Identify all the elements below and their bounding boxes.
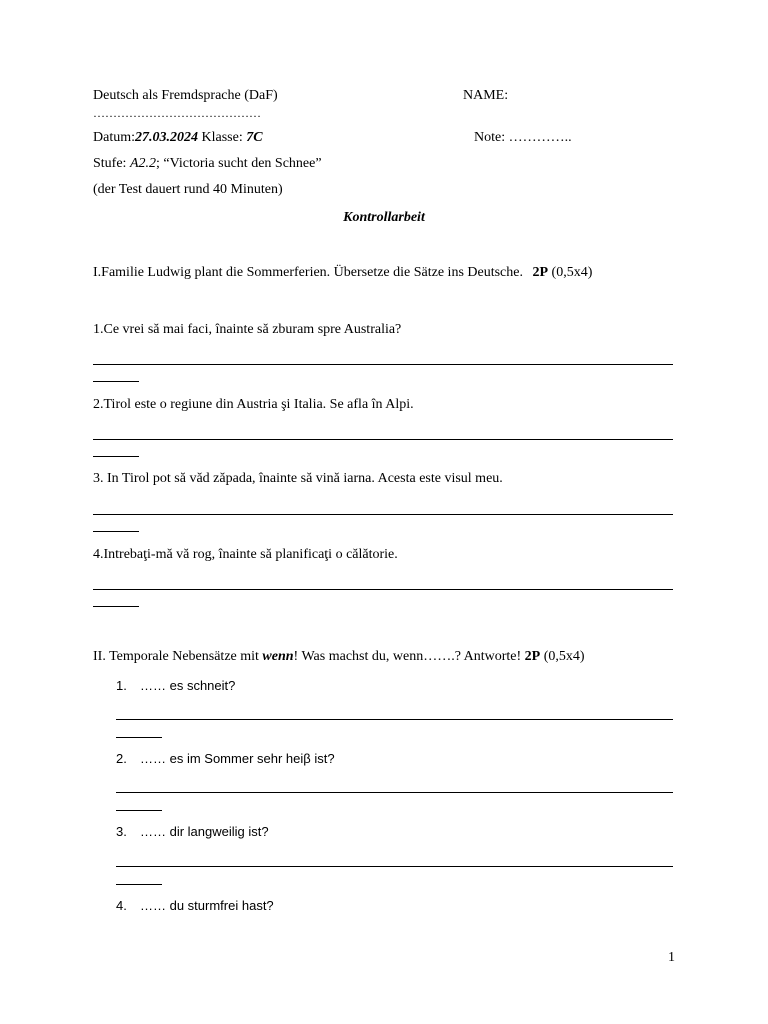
section2-points-detail: (0,5x4) <box>540 649 585 664</box>
stufe-title: ; “Victoria sucht den Schnee” <box>156 156 322 171</box>
page-title: Kontrollarbeit <box>343 210 425 225</box>
answer-line-end[interactable] <box>116 810 162 811</box>
name-dots: …………………………………… <box>93 106 261 120</box>
stufe-line <box>93 157 322 171</box>
course-title: Deutsch als Fremdsprache (DaF) <box>93 88 278 103</box>
stufe-label: Stufe: <box>93 156 130 171</box>
answer-line-end[interactable] <box>93 606 139 607</box>
section2-item-1 <box>116 679 235 692</box>
answer-line-end[interactable] <box>116 737 162 738</box>
section2-intro <box>93 650 585 664</box>
section1-intro <box>93 266 592 280</box>
answer-line-end[interactable] <box>93 531 139 532</box>
stufe-value: A2.2 <box>129 156 157 171</box>
item-text: …… du sturmfrei hast? <box>140 898 274 913</box>
item-text: …… es schneit? <box>140 678 236 693</box>
datum-line <box>93 131 263 145</box>
section2-item-3 <box>116 825 269 838</box>
section1-item-1: 1.Ce vrei să mai faci, înainte să zburam spre Australia? <box>93 322 402 337</box>
section1-points-detail: (0,5x4) <box>548 265 593 280</box>
section2-intro-b: ! Was machst du, wenn…….? Antworte! <box>293 649 525 664</box>
section1-item-3: 3. In Tirol pot să văd zăpada, înainte să vină iarna. Acesta este visul meu. <box>93 471 503 486</box>
section2-intro-a: II. Temporale Nebensätze mit <box>93 649 263 664</box>
answer-line[interactable] <box>116 792 673 793</box>
answer-line[interactable] <box>93 589 673 590</box>
section2-points: 2P <box>524 649 541 664</box>
answer-line[interactable] <box>116 866 673 867</box>
duration-note: (der Test dauert rund 40 Minuten) <box>93 182 283 197</box>
answer-line-end[interactable] <box>93 381 139 382</box>
section2-wenn: wenn <box>262 649 294 664</box>
item-number: 3. <box>116 824 127 839</box>
item-number: 2. <box>116 751 127 766</box>
answer-line-end[interactable] <box>93 456 139 457</box>
klasse-value: 7C <box>246 130 263 145</box>
page-number: 1 <box>668 950 675 965</box>
section1-item-2: 2.Tirol este o regiune din Austria şi Italia. Se afla în Alpi. <box>93 397 414 412</box>
answer-line-end[interactable] <box>116 884 162 885</box>
section1-item-4: 4.Intrebaţi-mă vă rog, înainte să planificaţi o călătorie. <box>93 547 398 562</box>
section2-item-4 <box>116 899 274 912</box>
note-label: Note: ………….. <box>474 130 572 145</box>
name-label: NAME: <box>463 88 509 103</box>
item-text: …… dir langweilig ist? <box>140 824 269 839</box>
answer-line[interactable] <box>93 514 673 515</box>
answer-line[interactable] <box>93 439 673 440</box>
datum-value: 27.03.2024 <box>135 130 198 145</box>
answer-line[interactable] <box>116 719 673 720</box>
klasse-label: Klasse: <box>198 130 247 145</box>
section2-item-2 <box>116 752 335 765</box>
section1-intro-text: I.Familie Ludwig plant die Sommerferien. Übersetze die Sätze ins Deutsche. <box>93 265 523 280</box>
answer-line[interactable] <box>93 364 673 365</box>
item-number: 4. <box>116 898 127 913</box>
item-text: …… es im Sommer sehr heiβ ist? <box>140 751 335 766</box>
section1-points: 2P <box>532 265 549 280</box>
item-number: 1. <box>116 678 127 693</box>
datum-label: Datum: <box>93 130 135 145</box>
